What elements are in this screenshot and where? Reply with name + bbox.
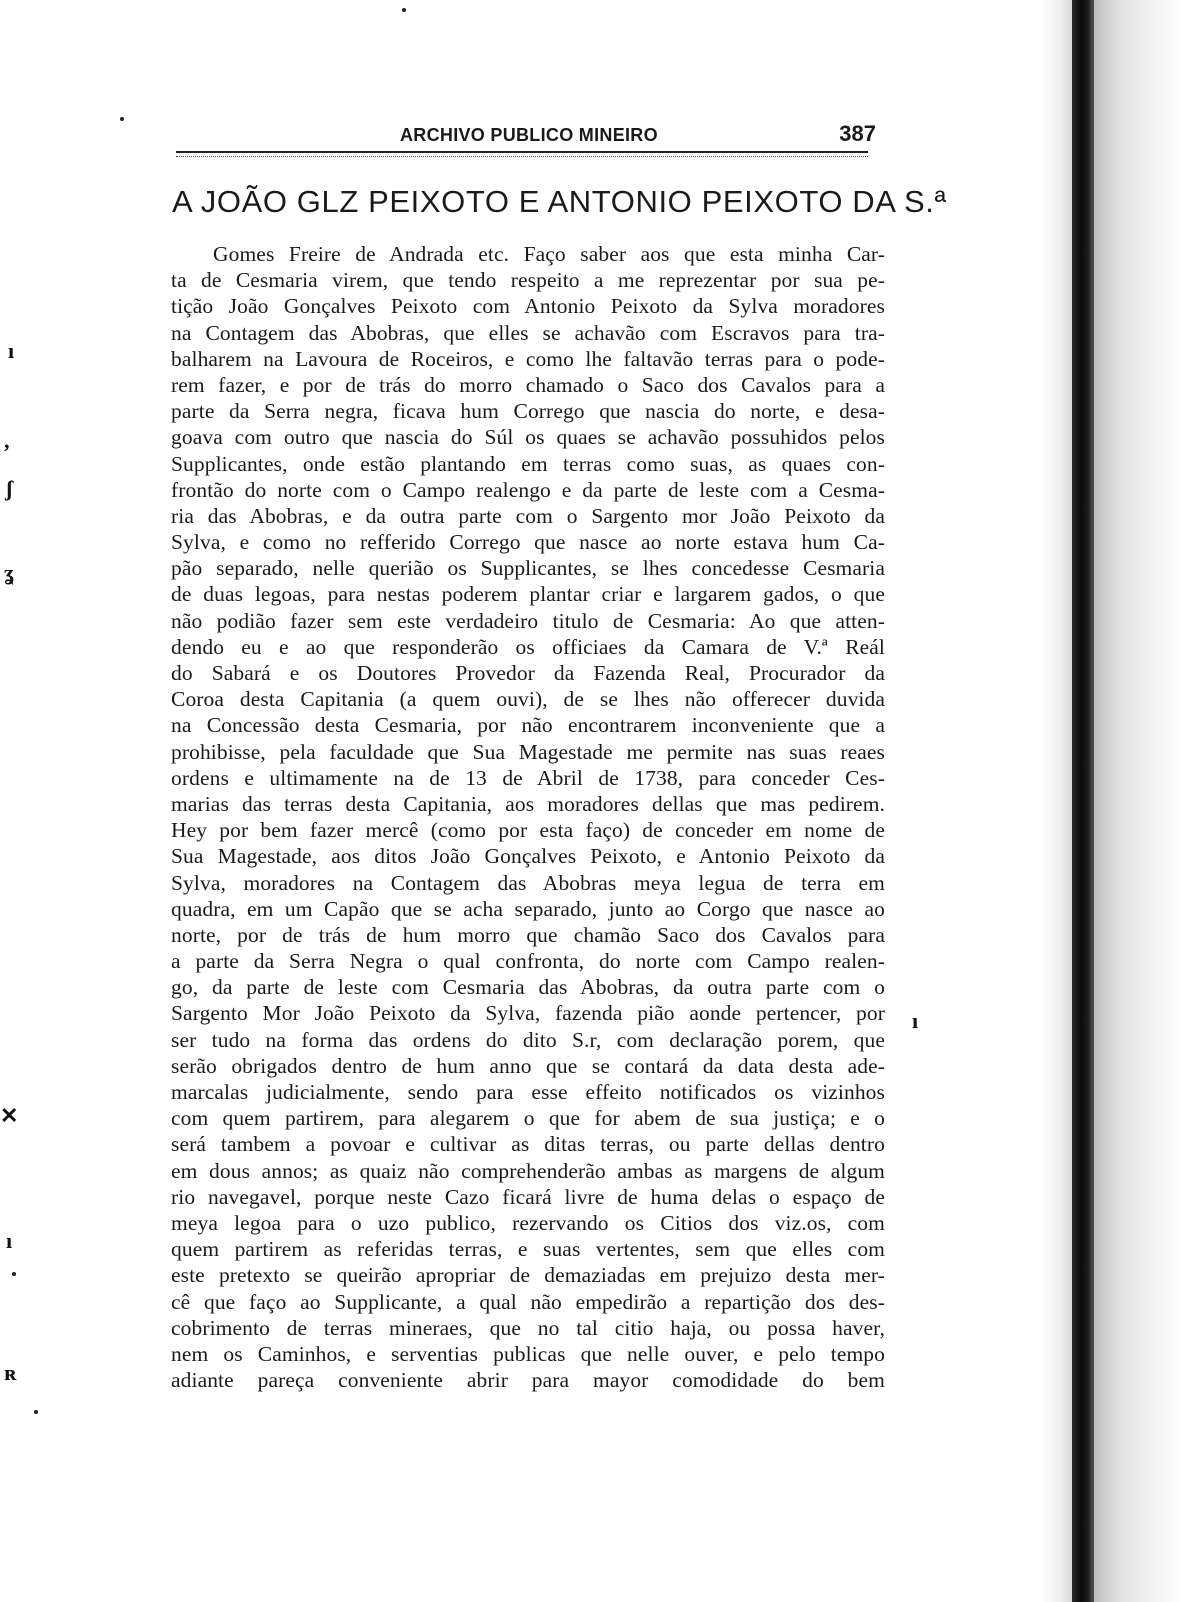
text-line: parte da Serra negra, ficava hum Corrego que nascia do norte, e desa- bbox=[171, 399, 885, 424]
text-line: na Contagem das Abobras, que elles se achavão com Escravos para tra- bbox=[171, 320, 885, 345]
margin-mark: ʀ bbox=[4, 1360, 17, 1385]
text-line: não podião fazer sem este verdadeiro titulo de Cesmaria: Ao que atten- bbox=[171, 608, 885, 633]
text-line: Gomes Freire de Andrada etc. Faço saber aos que esta minha Car- bbox=[213, 242, 885, 266]
document-heading: A JOÃO GLZ PEIXOTO E ANTONIO PEIXOTO DA S.ª bbox=[172, 184, 947, 219]
text-line: pão separado, nelle querião os Supplicantes, se lhes concedesse Cesmaria bbox=[171, 556, 885, 581]
margin-mark: ʓ bbox=[4, 560, 15, 585]
margin-mark: ı bbox=[6, 1228, 13, 1253]
speck bbox=[12, 1272, 16, 1276]
text-line: na Concessão desta Cesmaria, por não encontrarem inconveniente que a bbox=[171, 713, 885, 738]
margin-mark: ı bbox=[912, 1008, 919, 1033]
text-line: do Sabará e os Doutores Provedor da Fazenda Real, Procurador da bbox=[171, 661, 885, 685]
speck bbox=[120, 117, 124, 121]
margin-mark: ı bbox=[8, 338, 15, 363]
text-line: serão obrigados dentro de hum anno que se contará da data desta ade- bbox=[171, 1053, 885, 1078]
text-line: nem os Caminhos, e serventias publicas que nelle ouver, e pelo tempo bbox=[171, 1341, 885, 1366]
text-line: ser tudo na forma das ordens do dito S.r, com declaração porem, que bbox=[171, 1027, 885, 1052]
text-line: ta de Cesmaria virem, que tendo respeito a me reprezentar por sua pe- bbox=[171, 268, 885, 293]
text-line: quem partirem as referidas terras, e suas vertentes, sem que elles com bbox=[171, 1237, 885, 1262]
margin-mark: ✕ bbox=[0, 1103, 19, 1128]
running-title: ARCHIVO PUBLICO MINEIRO bbox=[400, 125, 658, 145]
text-line: Sua Magestade, aos ditos João Gonçalves Peixoto, e Antonio Peixoto da bbox=[171, 844, 885, 869]
page-number: 387 bbox=[839, 121, 876, 146]
text-line: com quem partirem, para alegarem o que for abem de sua justiça; e o bbox=[171, 1106, 885, 1131]
margin-mark: , bbox=[4, 428, 10, 453]
text-line: Sylva, e como no refferido Corrego que nasce ao norte estava hum Ca- bbox=[171, 530, 885, 555]
text-line: cê que faço ao Supplicante, a qual não empedirão a repartição dos des- bbox=[171, 1289, 885, 1314]
text-line: ria das Abobras, e da outra parte com o Sargento mor João Peixoto da bbox=[171, 503, 885, 528]
text-line: prohibisse, pela faculdade que Sua Magestade me permite nas suas reaes bbox=[171, 739, 885, 764]
text-line: goava com outro que nascia do Súl os quaes se achavão possuhidos pelos bbox=[171, 425, 885, 450]
binding-edge bbox=[1072, 0, 1094, 1602]
header-rule bbox=[176, 151, 868, 157]
text-line: frontão do norte com o Campo realengo e da parte de leste com a Cesma- bbox=[171, 477, 885, 502]
text-line: meya legoa para o uzo publico, rezervando os Citios dos viz.os, com bbox=[171, 1210, 885, 1235]
text-line: de duas legoas, para nestas poderem plantar criar e largarem gados, o que bbox=[171, 582, 885, 607]
binding-shadow bbox=[1040, 0, 1072, 1602]
text-line: ordens e ultimamente na de 13 de Abril de 1738, para conceder Ces- bbox=[171, 765, 885, 790]
text-line: em dous annos; as quaiz não comprehenderão ambas as margens de algum bbox=[171, 1158, 885, 1183]
speck bbox=[402, 8, 406, 12]
text-line: balharem na Lavoura de Roceiros, e como lhe faltavão terras para o pode- bbox=[171, 346, 885, 371]
text-line: Sylva, moradores na Contagem das Abobras meya legua de terra em bbox=[171, 870, 885, 895]
text-line: quadra, em um Capão que se acha separado, junto ao Corgo que nasce ao bbox=[171, 896, 885, 921]
text-line: adiante pareça conveniente abrir para mayor comodidade do bem bbox=[171, 1368, 885, 1393]
running-header bbox=[178, 121, 890, 151]
text-line: a parte da Serra Negra o qual confronta, do norte com Campo realen- bbox=[171, 949, 885, 974]
text-line: este pretexto se queirão apropriar de demaziadas em prejuizo desta mer- bbox=[171, 1263, 885, 1288]
text-line: tição João Gonçalves Peixoto com Antonio Peixoto da Sylva moradores bbox=[171, 294, 885, 319]
speck bbox=[34, 1410, 38, 1414]
text-line: dendo eu e ao que responderão os officiaes da Camara de V.ª Reál bbox=[171, 634, 885, 659]
text-line: rio navegavel, porque neste Cazo ficará livre de huma delas o espaço de bbox=[171, 1184, 885, 1209]
margin-mark: ʃ bbox=[6, 476, 13, 501]
text-line: Coroa desta Capitania (a quem ouvi), de se lhes não offerecer duvida bbox=[171, 687, 885, 712]
body-text bbox=[171, 241, 885, 1393]
text-line: norte, por de trás de hum morro que chamão Saco dos Cavalos para bbox=[171, 922, 885, 947]
text-line: será tambem a povoar e cultivar as ditas terras, ou parte dellas dentro bbox=[171, 1132, 885, 1157]
text-line: Hey por bem fazer mercê (como por esta faço) de conceder em nome de bbox=[171, 818, 885, 843]
text-line: marcalas judicialmente, sendo para esse effeito notificados os vizinhos bbox=[171, 1080, 885, 1104]
text-line: go, da parte de leste com Cesmaria das Abobras, da outra parte com o bbox=[171, 975, 885, 1000]
text-line: marias das terras desta Capitania, aos moradores dellas que mas pedirem. bbox=[171, 791, 885, 816]
text-line: Supplicantes, onde estão plantando em terras como suas, as quaes con- bbox=[171, 451, 885, 476]
text-line: Sargento Mor João Peixoto da Sylva, fazenda pião aonde pertencer, por bbox=[171, 1001, 885, 1026]
text-line: rem fazer, e por de trás do morro chamado o Saco dos Cavalos para a bbox=[171, 372, 885, 397]
text-line: cobrimento de terras mineraes, que no tal citio haja, ou possa haver, bbox=[171, 1315, 885, 1340]
binding-gutter bbox=[1094, 0, 1185, 1602]
